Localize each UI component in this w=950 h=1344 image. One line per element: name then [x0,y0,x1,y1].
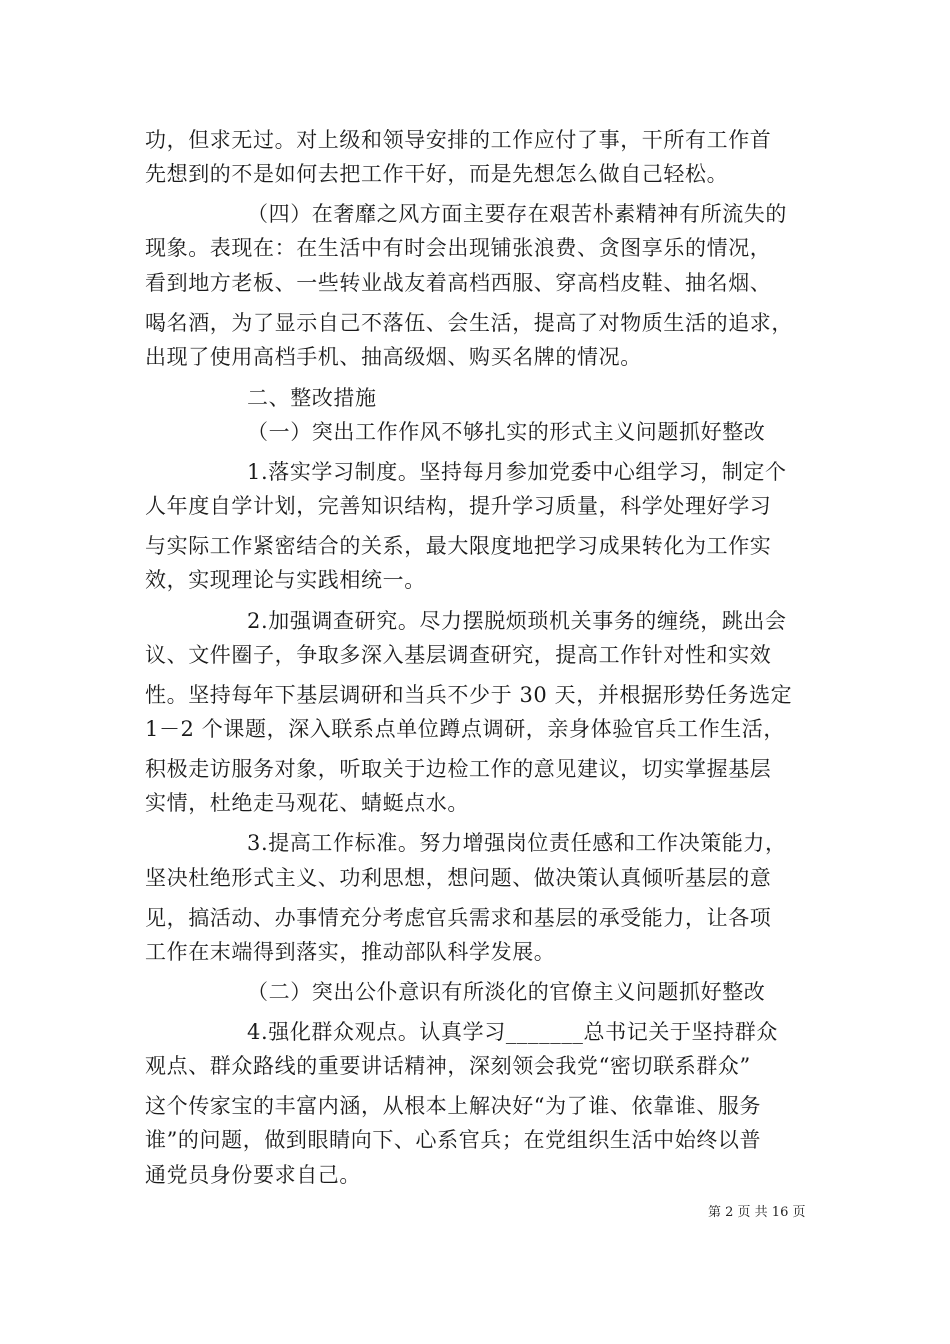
text-line: 现象。表现在：在生活中有时会出现铺张浪费、贪图享乐的情况， [145,236,772,260]
paragraph-start: （四）在奢靡之风方面主要存在艰苦朴素精神有所流失的 [247,202,787,226]
text-line: 看到地方老板、一些转业战友着高档西服、穿高档皮鞋、抽名烟、 [145,271,772,295]
text-line: 1－2 个课题，深入联系点单位蹲点调研，亲身体验官兵工作生活， [145,717,785,741]
text-line: 性。坚持每年下基层调研和当兵不少于 30 天，并根据形势任务选定 [145,683,793,707]
text-line: 功，但求无过。对上级和领导安排的工作应付了事，干所有工作首 [145,128,772,152]
text-line: 工作在末端得到落实，推动部队科学发展。 [145,940,556,964]
text-line: 见，搞活动、办事情充分考虑官兵需求和基层的承受能力，让各项 [145,906,772,930]
text-line: 先想到的不是如何去把工作干好，而是先想怎么做自己轻松。 [145,162,729,186]
text-line: 人年度自学计划，完善知识结构，提升学习质量，科学处理好学习 [145,494,772,518]
text-line: 喝名酒，为了显示自己不落伍、会生活，提高了对物质生活的追求， [145,311,793,335]
paragraph-start: 1.落实学习制度。坚持每月参加党委中心组学习，制定个 [247,460,787,484]
section-heading: 二、整改措施 [247,386,377,410]
subsection-heading: （一）突出工作作风不够扎实的形式主义问题抓好整改 [247,420,766,444]
text-line: 效，实现理论与实践相统一。 [145,568,426,592]
text-line: 与实际工作紧密结合的关系，最大限度地把学习成果转化为工作实 [145,534,772,558]
text-line: 议、文件圈子，争取多深入基层调查研究，提高工作针对性和实效 [145,643,772,667]
paragraph-start: 2.加强调查研究。尽力摆脱烦琐机关事务的缠绕，跳出会 [247,609,787,633]
subsection-heading: （二）突出公仆意识有所淡化的官僚主义问题抓好整改 [247,980,766,1004]
text-line: 通党员身份要求自己。 [145,1163,361,1187]
text-line: 这个传家宝的丰富内涵，从根本上解决好“为了谁、依靠谁、服务 [145,1094,762,1118]
paragraph-start: 3.提高工作标准。努力增强岗位责任感和工作决策能力， [247,831,787,855]
text-line: 坚决杜绝形式主义、功利思想，想问题、做决策认真倾听基层的意 [145,866,772,890]
text-line: 实情，杜绝走马观花、蜻蜓点水。 [145,791,469,815]
text-line: 积极走访服务对象，听取关于边检工作的意见建议，切实掌握基层 [145,757,772,781]
text-line: 出现了使用高档手机、抽高级烟、购买名牌的情况。 [145,345,642,369]
page-number: 第 2 页 共 16 页 [708,1205,806,1220]
text-line: 谁”的问题，做到眼睛向下、心系官兵；在党组织生活中始终以普 [145,1128,762,1152]
paragraph-start: 4.强化群众观点。认真学习_______总书记关于坚持群众 [247,1020,778,1044]
text-line: 观点、群众路线的重要讲话精神，深刻领会我党“密切联系群众” [145,1054,751,1078]
